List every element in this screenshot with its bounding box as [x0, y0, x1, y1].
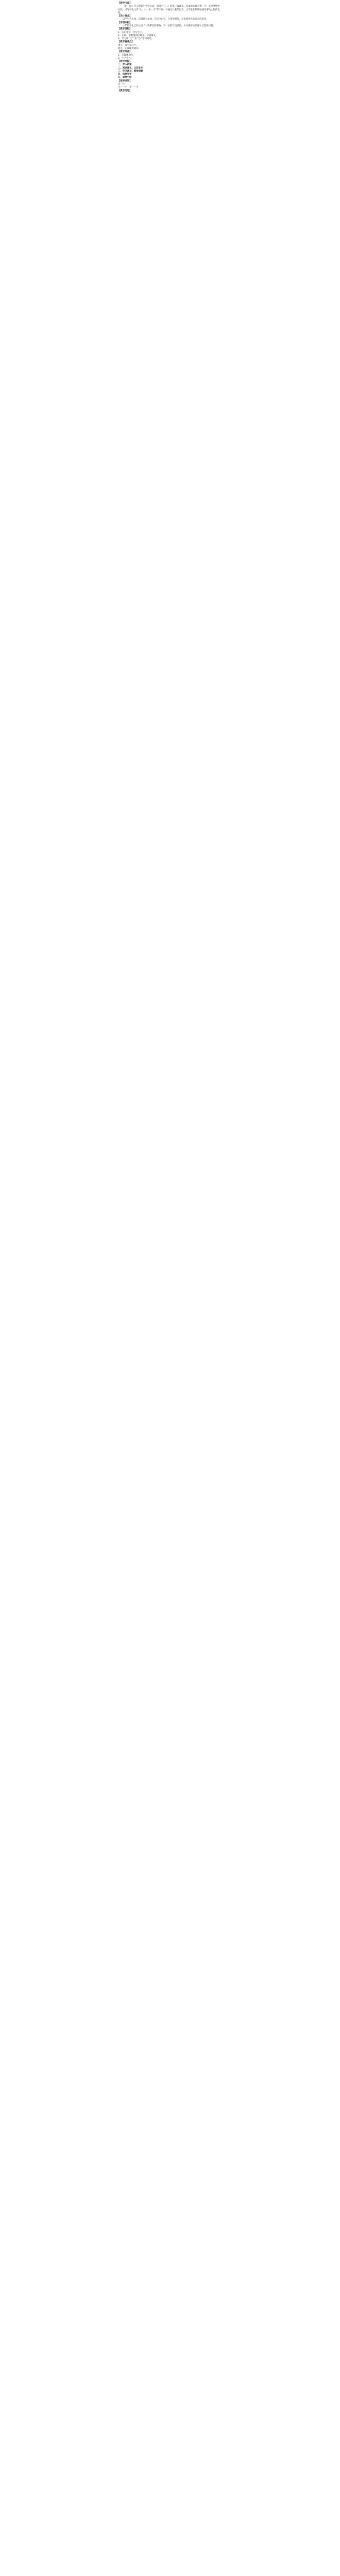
body-line: 《比一比》是人教版小学语文第一册识字（二）的第一篇课文。这篇课文以水果、牛、羊等事物作比较，引导学生认识“大、小、多、少”等字词，并通过儿歌的形式，让学生在朗读中感受事物之间的比较。: [118, 5, 220, 14]
section-heading: 【教学内容】: [118, 2, 132, 5]
document-body: [118, 2, 221, 93]
body-line: 2．正确、流利地朗读课文，背诵课文。: [118, 34, 158, 37]
body-line: 2．生字卡片。: [118, 57, 133, 60]
section-heading: 【设计理念】: [118, 15, 132, 18]
section-heading: 【教学过程】: [118, 60, 132, 63]
section-heading: 【板书设计】: [118, 79, 132, 82]
body-line: 难点：正确使用量词。: [118, 47, 141, 50]
body-line: 以学生为主体，以朗读为主线，在读中识字，在读中感悟，在比较中体会语言的表达。: [122, 18, 209, 21]
section-heading: 三、学习课文，感悟理解: [118, 70, 143, 73]
body-line: 比一比: [118, 83, 125, 86]
section-heading: 【教学准备】: [118, 50, 132, 54]
body-line: 一年级学生已经认识了一些常见的事物，有一定的比较经验，对儿歌形式的课文比较感兴趣。: [122, 24, 215, 27]
section-heading: 【学情分析】: [118, 21, 132, 24]
section-heading: 【教学反思】: [118, 89, 132, 92]
body-line: 重点：识字和写字。: [118, 44, 139, 47]
body-line: 1．认识生字，会写生字。: [118, 31, 145, 34]
body-line: 3．学习用“比”“多”“少”等词说话。: [118, 38, 154, 41]
section-heading: 【教学重难点】: [118, 41, 134, 44]
section-heading: 五、课堂小结: [118, 76, 132, 79]
body-line: 1．多媒体课件。: [118, 54, 135, 57]
section-heading: 一、导入新课: [118, 63, 132, 66]
section-heading: 【教学目标】: [118, 28, 132, 31]
body-line: 大——小 多——少: [118, 86, 139, 89]
section-heading: 二、初读课文，认识生字: [118, 66, 143, 70]
section-heading: 四、指导写字: [118, 73, 132, 76]
